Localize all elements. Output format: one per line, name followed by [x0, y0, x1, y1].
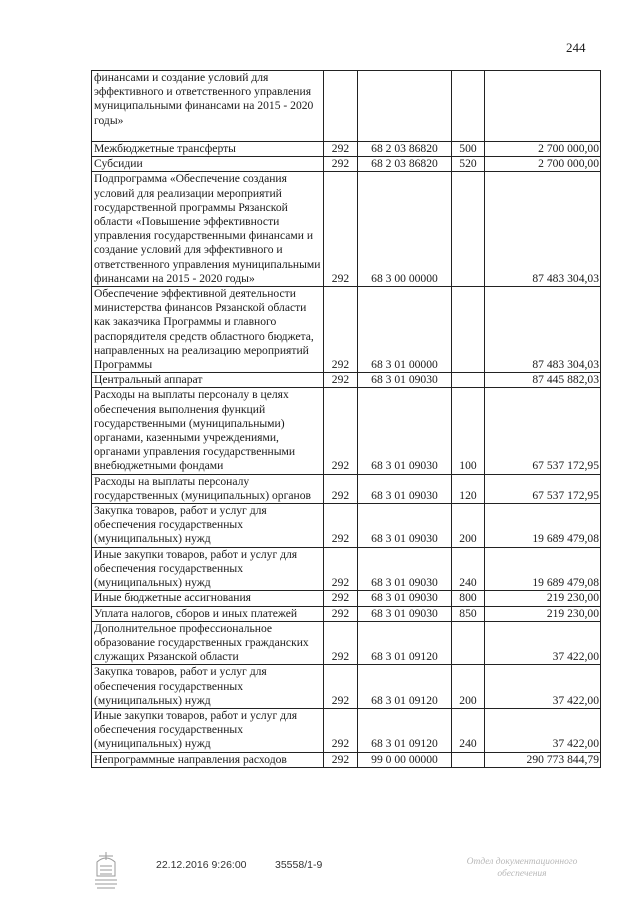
row-name: Обеспечение эффективной деятельности министерства финансов Рязанской области как заказчика Программы и главного распорядителя средств областного бюджета, направленных на реализацию мероприятий Программы: [92, 287, 324, 373]
row-name: Непрограммные направления расходов: [92, 752, 324, 767]
row-target-code: 68 3 01 09120: [358, 665, 452, 709]
row-amount: 219 230,00: [485, 606, 601, 621]
row-target-code: 68 3 01 09030: [358, 474, 452, 503]
row-name: Расходы на выплаты персоналу государственных (муниципальных) органов: [92, 474, 324, 503]
row-admin-code: 292: [324, 287, 358, 373]
row-admin-code: 292: [324, 373, 358, 388]
row-expense-type: [452, 373, 485, 388]
row-target-code: 68 3 01 09030: [358, 504, 452, 548]
row-target-code: 68 3 01 00000: [358, 287, 452, 373]
row-target-code: [358, 71, 452, 142]
row-admin-code: 292: [324, 172, 358, 287]
table-row: [92, 504, 601, 548]
row-admin-code: 292: [324, 621, 358, 665]
row-expense-type: [452, 287, 485, 373]
row-expense-type: 240: [452, 708, 485, 752]
barcode-stamp-icon: [91, 850, 121, 890]
row-name: Дополнительное профессиональное образование государственных гражданских служащих Рязанской области: [92, 621, 324, 665]
row-amount: 37 422,00: [485, 621, 601, 665]
row-name: Субсидии: [92, 157, 324, 172]
row-expense-type: 800: [452, 591, 485, 606]
row-amount: 37 422,00: [485, 708, 601, 752]
row-admin-code: 292: [324, 591, 358, 606]
row-admin-code: 292: [324, 547, 358, 591]
row-amount: 2 700 000,00: [485, 157, 601, 172]
row-amount: 37 422,00: [485, 665, 601, 709]
table-row: [92, 172, 601, 287]
table-row: [92, 388, 601, 474]
watermark-line-2: обеспечения: [497, 869, 547, 879]
row-amount: 19 689 479,08: [485, 504, 601, 548]
row-admin-code: 292: [324, 142, 358, 157]
table-row: [92, 474, 601, 503]
table-row: [92, 591, 601, 606]
row-amount: 290 773 844,79: [485, 752, 601, 767]
table-row: [92, 708, 601, 752]
row-target-code: 68 3 01 09030: [358, 591, 452, 606]
row-expense-type: 500: [452, 142, 485, 157]
table-row: [92, 621, 601, 665]
table-row: [92, 71, 601, 142]
row-admin-code: 292: [324, 708, 358, 752]
row-name: Закупка товаров, работ и услуг для обеспечения государственных (муниципальных) нужд: [92, 665, 324, 709]
row-expense-type: 850: [452, 606, 485, 621]
row-target-code: 68 3 00 00000: [358, 172, 452, 287]
row-target-code: 68 3 01 09030: [358, 373, 452, 388]
row-expense-type: 200: [452, 504, 485, 548]
row-admin-code: [324, 71, 358, 142]
row-target-code: 68 3 01 09030: [358, 606, 452, 621]
row-amount: 219 230,00: [485, 591, 601, 606]
table-row: [92, 606, 601, 621]
row-target-code: 68 3 01 09030: [358, 388, 452, 474]
row-admin-code: 292: [324, 388, 358, 474]
row-target-code: 68 3 01 09120: [358, 621, 452, 665]
row-admin-code: 292: [324, 504, 358, 548]
row-admin-code: 292: [324, 752, 358, 767]
row-expense-type: 120: [452, 474, 485, 503]
table-row: [92, 142, 601, 157]
row-amount: 67 537 172,95: [485, 474, 601, 503]
budget-table: [91, 70, 601, 768]
row-name: Межбюджетные трансферты: [92, 142, 324, 157]
row-target-code: 68 2 03 86820: [358, 157, 452, 172]
footer-datetime: 22.12.2016 9:26:00: [156, 859, 247, 871]
row-target-code: 68 3 01 09120: [358, 708, 452, 752]
row-amount: 87 483 304,03: [485, 172, 601, 287]
row-name: Иные бюджетные ассигнования: [92, 591, 324, 606]
table-row: [92, 665, 601, 709]
row-admin-code: 292: [324, 157, 358, 172]
row-amount: 19 689 479,08: [485, 547, 601, 591]
row-name: финансами и создание условий для эффективного и ответственного управления муниципальными финансами на 2015 - 2020 годы»: [92, 71, 324, 142]
table-row: [92, 157, 601, 172]
row-expense-type: [452, 172, 485, 287]
row-amount: [485, 71, 601, 142]
row-expense-type: [452, 71, 485, 142]
row-target-code: 99 0 00 00000: [358, 752, 452, 767]
row-name: Иные закупки товаров, работ и услуг для обеспечения государственных (муниципальных) нужд: [92, 547, 324, 591]
row-admin-code: 292: [324, 665, 358, 709]
row-name: Расходы на выплаты персоналу в целях обеспечения выполнения функций государственными (муниципальными) органами, казенными учреждениями, органами управления государственными внебюджетными фондами: [92, 388, 324, 474]
row-admin-code: 292: [324, 606, 358, 621]
row-expense-type: [452, 621, 485, 665]
row-expense-type: 240: [452, 547, 485, 591]
row-target-code: 68 2 03 86820: [358, 142, 452, 157]
page-number: 244: [566, 40, 586, 55]
table-row: [92, 752, 601, 767]
row-expense-type: 200: [452, 665, 485, 709]
watermark-line-1: Отдел документационного: [466, 857, 578, 867]
row-amount: 2 700 000,00: [485, 142, 601, 157]
row-expense-type: 520: [452, 157, 485, 172]
table-row: [92, 373, 601, 388]
row-target-code: 68 3 01 09030: [358, 547, 452, 591]
row-admin-code: 292: [324, 474, 358, 503]
row-expense-type: [452, 752, 485, 767]
row-name: Подпрограмма «Обеспечение создания условий для реализации мероприятий государственной программы Рязанской области «Повышение эффективности управления государственными финансами и создание условий для эффективного и ответственного управления муниципальными финансами на 2015 - 2020 годы»: [92, 172, 324, 287]
department-watermark: [452, 856, 592, 880]
row-name: Центральный аппарат: [92, 373, 324, 388]
table-row: [92, 547, 601, 591]
row-amount: 67 537 172,95: [485, 388, 601, 474]
row-amount: 87 445 882,03: [485, 373, 601, 388]
row-name: Закупка товаров, работ и услуг для обеспечения государственных (муниципальных) нужд: [92, 504, 324, 548]
row-amount: 87 483 304,03: [485, 287, 601, 373]
table-row: [92, 287, 601, 373]
row-name: Иные закупки товаров, работ и услуг для обеспечения государственных (муниципальных) нужд: [92, 708, 324, 752]
row-expense-type: 100: [452, 388, 485, 474]
footer-document-number: 35558/1-9: [275, 859, 323, 871]
row-name: Уплата налогов, сборов и иных платежей: [92, 606, 324, 621]
